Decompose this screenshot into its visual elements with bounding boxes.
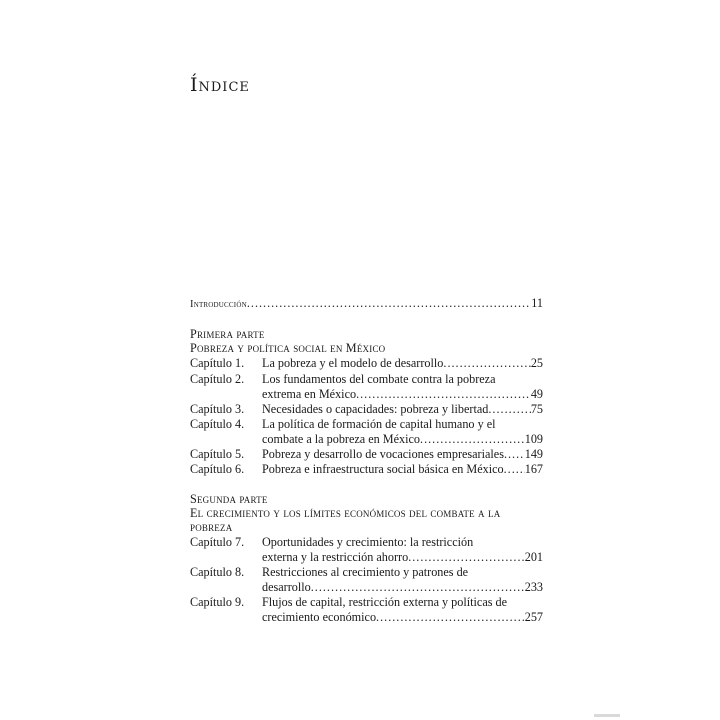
part2-subtitle-cont: pobreza — [190, 520, 233, 534]
chapter-label: Capítulo 7. — [190, 535, 245, 549]
toc-entry-intro[interactable] — [190, 296, 543, 311]
chapter-page: 167 — [524, 462, 543, 476]
toc-intro-page: 11 — [531, 296, 543, 310]
toc-entry-chapter-7-cont[interactable] — [262, 550, 543, 565]
toc-entry-chapter-5[interactable] — [190, 447, 543, 462]
chapter-page: 149 — [524, 447, 543, 461]
chapter-label: Capítulo 1. — [190, 356, 245, 370]
toc-entry-chapter-7[interactable] — [190, 535, 473, 550]
leader-dots — [356, 387, 531, 402]
chapter-label: Capítulo 9. — [190, 595, 245, 609]
toc-entry-chapter-4[interactable] — [190, 417, 496, 432]
chapter-title: Necesidades o capacidades: pobreza y libertad — [262, 402, 489, 416]
toc-entry-chapter-9[interactable] — [190, 595, 507, 610]
toc-entry-chapter-2-cont[interactable] — [262, 387, 543, 402]
chapter-title-cont: crecimiento económico — [262, 610, 377, 624]
chapter-page: 201 — [524, 550, 543, 564]
chapter-page: 75 — [530, 402, 543, 416]
part2-subtitle: El crecimiento y los límites económicos del combate a la — [190, 506, 501, 520]
toc-entry-chapter-9-cont[interactable] — [262, 610, 543, 625]
chapter-label: Capítulo 8. — [190, 565, 245, 579]
chapter-label: Capítulo 5. — [190, 447, 245, 461]
chapter-title: La pobreza y el modelo de desarrollo — [262, 356, 444, 370]
chapter-label: Capítulo 2. — [190, 372, 245, 386]
part1-subtitle: Pobreza y política social en México — [190, 341, 386, 355]
chapter-title-cont: combate a la pobreza en México — [262, 432, 421, 446]
scan-mark — [594, 714, 620, 717]
chapter-title: Pobreza y desarrollo de vocaciones empresariales — [262, 447, 504, 461]
page-title: Índice — [190, 74, 250, 96]
leader-dots — [376, 610, 525, 625]
part2-heading: Segunda parte — [190, 492, 268, 506]
toc-entry-chapter-1[interactable] — [190, 356, 543, 371]
toc-intro-label: Introducción — [190, 299, 247, 310]
chapter-page: 25 — [530, 356, 543, 370]
toc-entry-chapter-3[interactable] — [190, 402, 543, 417]
chapter-label: Capítulo 3. — [190, 402, 245, 416]
leader-dots — [311, 580, 525, 595]
chapter-title-cont: extrema en México — [262, 387, 357, 401]
chapter-page: 257 — [524, 610, 543, 624]
leader-dots — [488, 402, 530, 417]
toc-entry-chapter-8-cont[interactable] — [262, 580, 543, 595]
chapter-label: Capítulo 4. — [190, 417, 245, 431]
leader-dots — [408, 550, 525, 565]
toc-entry-chapter-6[interactable] — [190, 462, 543, 477]
chapter-title-cont: desarrollo — [262, 580, 311, 594]
toc-entry-chapter-8[interactable] — [190, 565, 468, 580]
chapter-page: 109 — [524, 432, 543, 446]
leader-dots — [504, 462, 525, 477]
part1-heading: Primera parte — [190, 327, 265, 341]
chapter-title: La política de formación de capital humano y el — [262, 417, 496, 431]
leader-dots — [443, 356, 530, 371]
leader-dots — [247, 296, 531, 311]
leader-dots — [504, 447, 525, 462]
chapter-title: Los fundamentos del combate contra la pobreza — [262, 372, 496, 386]
chapter-title: Pobreza e infraestructura social básica en México — [262, 462, 504, 476]
toc-entry-chapter-4-cont[interactable] — [262, 432, 543, 447]
chapter-page: 233 — [524, 580, 543, 594]
toc-entry-chapter-2[interactable] — [190, 372, 496, 387]
chapter-label: Capítulo 6. — [190, 462, 245, 476]
chapter-title: Flujos de capital, restricción externa y políticas de — [262, 595, 508, 609]
chapter-title-cont: externa y la restricción ahorro — [262, 550, 409, 564]
chapter-title: Restricciones al crecimiento y patrones de — [262, 565, 469, 579]
chapter-page: 49 — [530, 387, 543, 401]
chapter-title: Oportunidades y crecimiento: la restricción — [262, 535, 474, 549]
leader-dots — [420, 432, 525, 447]
